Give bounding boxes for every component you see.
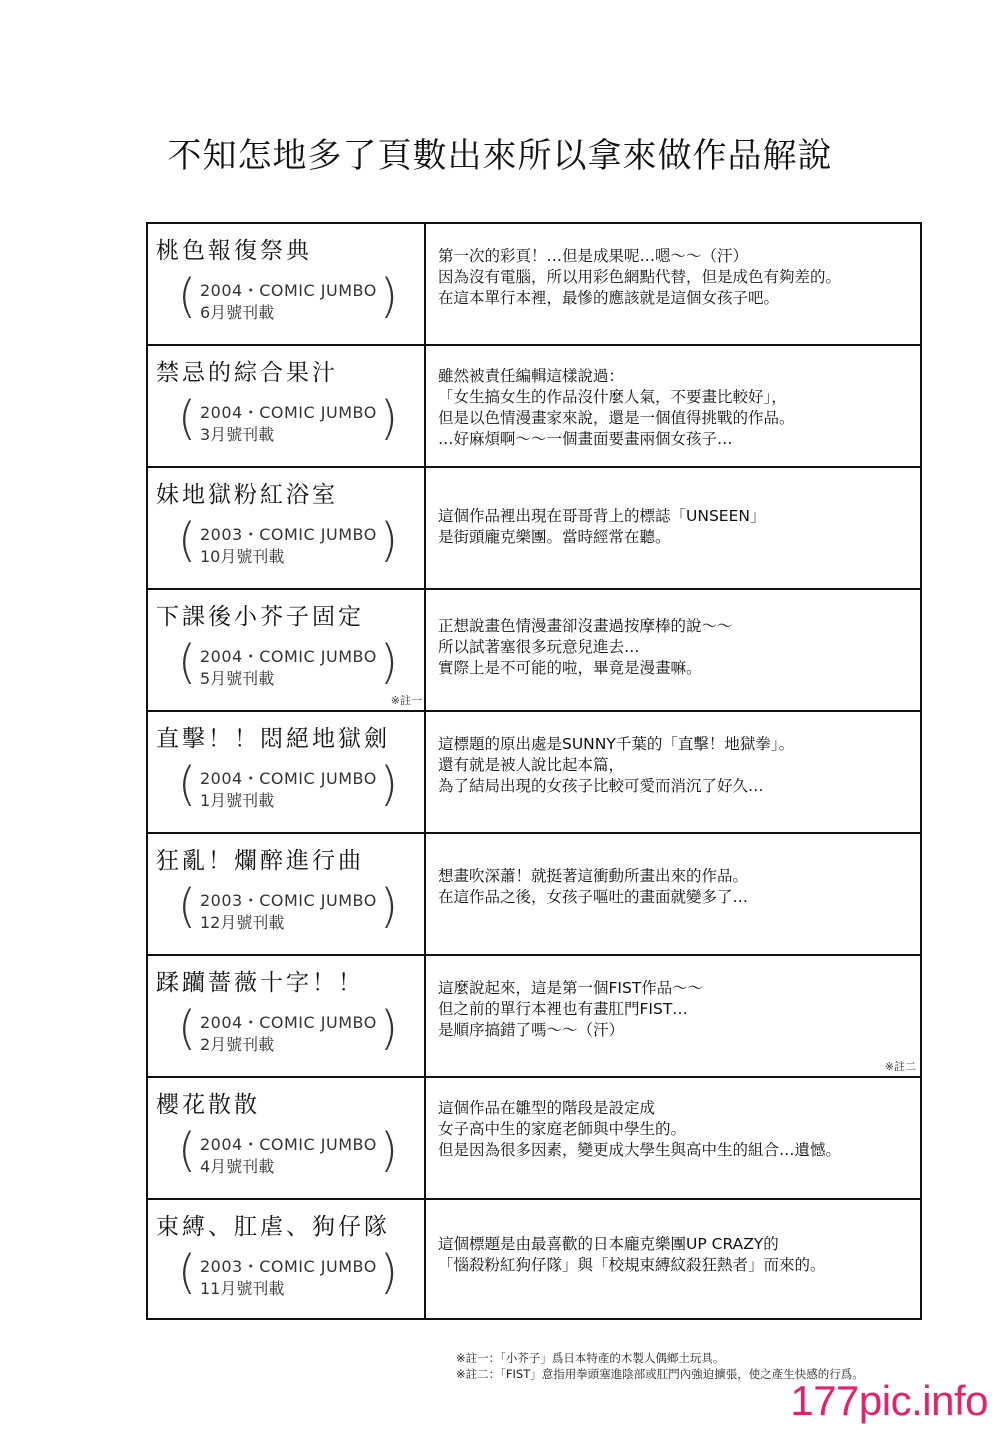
- work-title: 蹂躪薔薇十字！！: [156, 970, 364, 996]
- publication-issue: 4月號刊載: [200, 1157, 275, 1176]
- description-line: 在這本單行本裡，最慘的應該就是這個女孩子吧。: [438, 289, 780, 307]
- work-description: [438, 1234, 912, 1276]
- publication-magazine: 2004・COMIC JUMBO: [200, 769, 377, 788]
- description-line: 想畫吹深蕭！就挺著這衝動所畫出來的作品。: [438, 867, 749, 885]
- open-paren: (: [178, 513, 196, 567]
- work-info-cell: [148, 590, 426, 710]
- publication-issue: 12月號刊載: [200, 913, 285, 932]
- publication-magazine: 2003・COMIC JUMBO: [200, 891, 377, 910]
- work-title: 狂亂！爛醉進行曲: [156, 848, 364, 874]
- work-info-cell: [148, 224, 426, 344]
- description-line: 因為沒有電腦，所以用彩色網點代替，但是成色有夠差的。: [438, 268, 842, 286]
- publication-magazine: 2004・COMIC JUMBO: [200, 1013, 377, 1032]
- publication-issue: 11月號刊載: [200, 1279, 285, 1298]
- close-paren: ): [380, 635, 398, 689]
- work-description-cell: [426, 1200, 920, 1318]
- close-paren: ): [380, 269, 398, 323]
- close-paren: ): [380, 757, 398, 811]
- work-description-cell: [426, 712, 920, 832]
- close-paren: ): [380, 391, 398, 445]
- work-description-cell: [426, 224, 920, 344]
- publication-info: [178, 513, 398, 568]
- publication-magazine: 2004・COMIC JUMBO: [200, 1135, 377, 1154]
- work-description-cell: [426, 468, 920, 588]
- footnote-mark: ※註一: [390, 694, 422, 707]
- work-description: [438, 734, 912, 797]
- footnote-2: ※註二：「FIST」意指用拳頭塞進陰部或肛門內強迫擴張，使之產生快感的行爲。: [456, 1367, 864, 1381]
- close-paren: ): [380, 1123, 398, 1177]
- work-row: [148, 1078, 920, 1200]
- work-info-cell: [148, 1078, 426, 1198]
- description-line: 這個標題是由最喜歡的日本龐克樂團UP CRAZY的: [438, 1235, 779, 1253]
- work-title: 禁忌的綜合果汁: [156, 360, 338, 386]
- description-line: 還有就是被人說比起本篇，: [438, 756, 625, 774]
- work-description: [438, 978, 912, 1041]
- work-title: 妹地獄粉紅浴室: [156, 482, 338, 508]
- open-paren: (: [178, 879, 196, 933]
- work-description: [438, 1098, 912, 1161]
- work-info-cell: [148, 468, 426, 588]
- page-title: 不知怎地多了頁數出來所以拿來做作品解說: [167, 136, 833, 176]
- publication-magazine: 2004・COMIC JUMBO: [200, 647, 377, 666]
- description-line: 但是以色情漫畫家來說，還是一個值得挑戰的作品。: [438, 409, 795, 427]
- work-description-cell: [426, 346, 920, 466]
- description-line: 是順序搞錯了嗎～～（汗）: [438, 1021, 625, 1039]
- work-description-cell: [426, 956, 920, 1076]
- open-paren: (: [178, 1245, 196, 1299]
- description-line: 這個作品在雛型的階段是設定成: [438, 1099, 656, 1117]
- open-paren: (: [178, 1001, 196, 1055]
- description-line: 「惱殺粉紅狗仔隊」與「校規束縛紋殺狂熱者」而來的。: [438, 1256, 826, 1274]
- description-line: 雖然被責任編輯這樣說過：: [438, 367, 625, 385]
- publication-info: [178, 635, 398, 690]
- publication-issue: 3月號刊載: [200, 425, 275, 444]
- close-paren: ): [380, 513, 398, 567]
- work-title: 直擊！！悶絕地獄劍: [156, 726, 390, 752]
- description-line: 為了結局出現的女孩子比較可愛而消沉了好久…: [438, 777, 764, 795]
- description-line: 所以試著塞很多玩意兒進去…: [438, 638, 640, 656]
- publication-magazine: 2004・COMIC JUMBO: [200, 281, 377, 300]
- work-row: [148, 468, 920, 590]
- work-row: [148, 346, 920, 468]
- work-title: 桃色報復祭典: [156, 238, 312, 264]
- description-line: 這個作品裡出現在哥哥背上的標誌「UNSEEN」: [438, 507, 766, 525]
- description-line: …好麻煩啊～～一個畫面要畫兩個女孩子…: [438, 430, 733, 448]
- description-line: 實際上是不可能的啦，畢竟是漫畫嘛。: [438, 659, 702, 677]
- work-row: [148, 590, 920, 712]
- publication-info: [178, 1123, 398, 1178]
- work-row: [148, 834, 920, 956]
- publication-issue: 6月號刊載: [200, 303, 275, 322]
- publication-info: [178, 879, 398, 934]
- description-line: 這標題的原出處是SUNNY千葉的「直擊！地獄拳」。: [438, 735, 795, 753]
- description-line: 但是因為很多因素，變更成大學生與高中生的組合…遺憾。: [438, 1141, 842, 1159]
- work-description: [438, 616, 912, 679]
- publication-info: [178, 757, 398, 812]
- publication-info: [178, 1245, 398, 1300]
- work-description: [438, 506, 912, 548]
- work-description-cell: [426, 590, 920, 710]
- footnote-1: ※註一：「小芥子」爲日本特產的木製人偶鄉土玩具。: [456, 1351, 725, 1365]
- open-paren: (: [178, 269, 196, 323]
- footnote-mark: ※註二: [884, 1060, 916, 1073]
- description-line: 但之前的單行本裡也有畫肛門FIST…: [438, 1000, 688, 1018]
- close-paren: ): [380, 1001, 398, 1055]
- work-row: [148, 224, 920, 346]
- open-paren: (: [178, 757, 196, 811]
- publication-info: [178, 269, 398, 324]
- close-paren: ): [380, 1245, 398, 1299]
- work-row: [148, 712, 920, 834]
- work-info-cell: [148, 834, 426, 954]
- work-row: [148, 956, 920, 1078]
- work-description-cell: [426, 834, 920, 954]
- description-line: 第一次的彩頁！…但是成果呢…嗯～～（汗）: [438, 247, 749, 265]
- description-line: 在這作品之後，女孩子嘔吐的畫面就變多了…: [438, 888, 749, 906]
- close-paren: ): [380, 879, 398, 933]
- open-paren: (: [178, 635, 196, 689]
- work-description: [438, 866, 912, 908]
- publication-issue: 2月號刊載: [200, 1035, 275, 1054]
- open-paren: (: [178, 1123, 196, 1177]
- description-line: 女子高中生的家庭老師與中學生的。: [438, 1120, 687, 1138]
- open-paren: (: [178, 391, 196, 445]
- work-info-cell: [148, 712, 426, 832]
- description-line: 「女生搞女生的作品沒什麼人氣，不要畫比較好」，: [438, 388, 787, 406]
- publication-magazine: 2003・COMIC JUMBO: [200, 525, 377, 544]
- publication-info: [178, 1001, 398, 1056]
- publication-issue: 5月號刊載: [200, 669, 275, 688]
- works-table: [146, 222, 922, 1320]
- description-line: 正想說畫色情漫畫卻沒畫過按摩棒的說～～: [438, 617, 733, 635]
- watermark[interactable]: 177pic.info: [790, 1377, 988, 1424]
- publication-info: [178, 391, 398, 446]
- work-description-cell: [426, 1078, 920, 1198]
- work-row: [148, 1200, 920, 1318]
- work-info-cell: [148, 956, 426, 1076]
- publication-issue: 10月號刊載: [200, 547, 285, 566]
- publication-issue: 1月號刊載: [200, 791, 275, 810]
- description-line: 這麼說起來，這是第一個FIST作品～～: [438, 979, 704, 997]
- description-line: 是街頭龐克樂團。當時經常在聽。: [438, 528, 671, 546]
- work-description: [438, 366, 912, 450]
- work-title: 下課後小芥子固定: [156, 604, 364, 630]
- work-title: 束縛、肛虐、狗仔隊: [156, 1214, 390, 1240]
- publication-magazine: 2004・COMIC JUMBO: [200, 403, 377, 422]
- work-title: 櫻花散散: [156, 1092, 260, 1118]
- publication-magazine: 2003・COMIC JUMBO: [200, 1257, 377, 1276]
- work-description: [438, 246, 912, 309]
- work-info-cell: [148, 1200, 426, 1318]
- work-info-cell: [148, 346, 426, 466]
